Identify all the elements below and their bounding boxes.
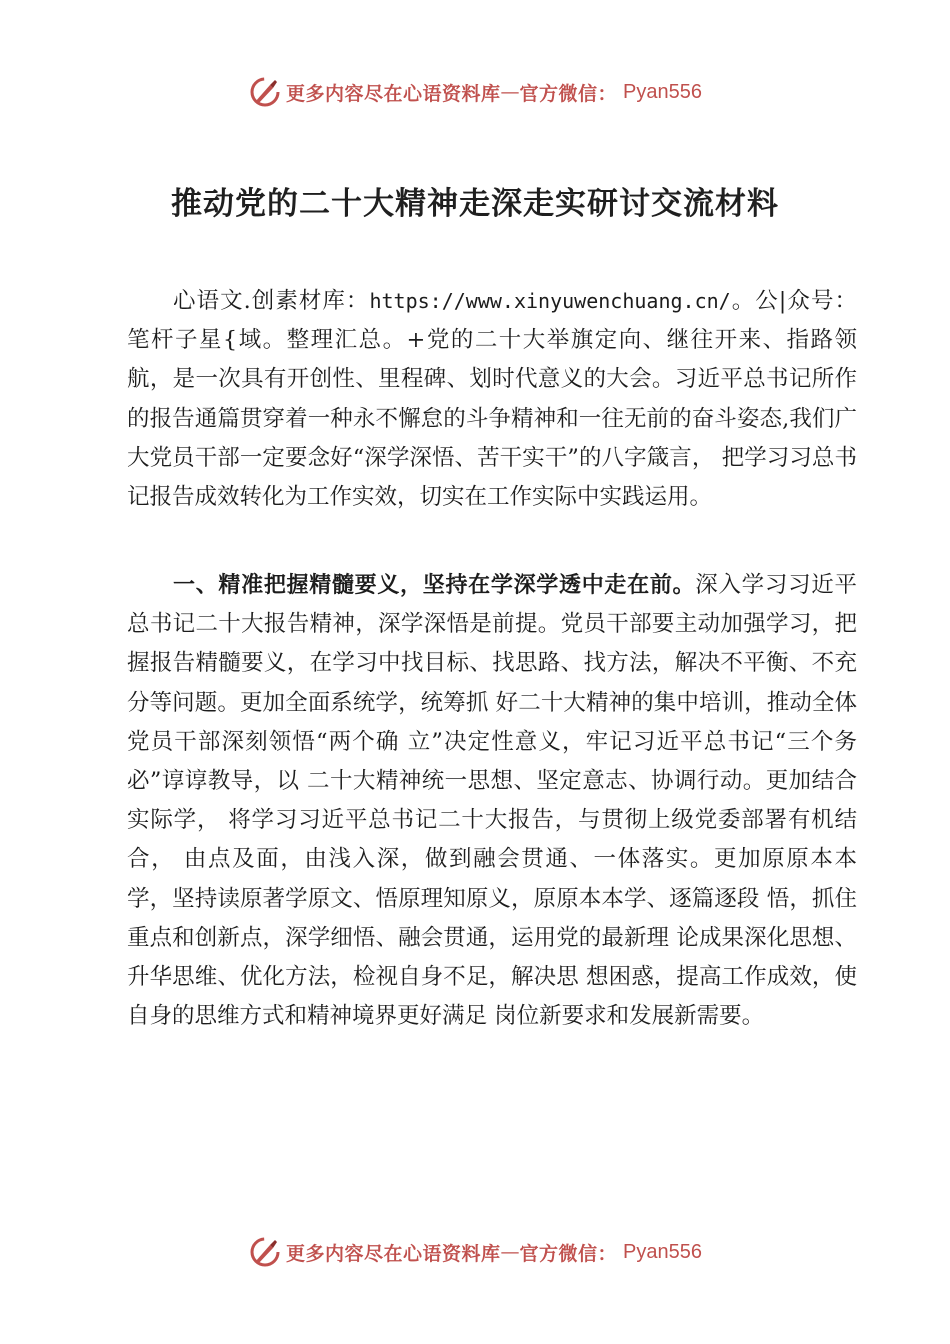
section-1-heading: 一、精准把握精髓要义，坚持在学深学透中走在前。: [173, 573, 696, 598]
header-banner: [0, 72, 950, 112]
banner-wechat-id: Pyan556: [623, 80, 702, 103]
brush-logo-icon: [248, 1235, 282, 1269]
footer-banner-text: 更多内容尽在心语资料库: [286, 1242, 501, 1265]
intro-body: 。公|众号：笔杆子星{域。整理汇总。+党的二十大举旗定向、继往开来、指路领航，是一次具有开创性、里程碑、划时代意义的大会。习近平总书记所作的报告通篇贯穿着一种永不懈怠的斗争精神和一往无前的奋斗姿态,我们广大党员干部一定要念好“深学深悟、苦干实干”的八字箴言， 把学习习总书记报告成效转化为工作实效，切实在工作实际中实践运用。: [127, 288, 857, 511]
source-url: https://www.xinyuwenchuang.cn/: [369, 289, 731, 313]
footer-banner: [0, 1232, 950, 1272]
source-prefix: 心语文.创素材库：: [173, 288, 370, 314]
banner-text: 更多内容尽在心语资料库: [286, 82, 501, 105]
banner-contact-label: 官方微信：: [519, 82, 618, 105]
footer-banner-contact-label: 官方微信：: [519, 1242, 618, 1265]
section-1-body: 深入学习习近平总书记二十大报告精神，深学深悟是前提。党员干部要主动加强学习，把握报告精髓要义，在学习中找目标、找思路、找方法，解决不平衡、不充分等问题。更加全面系统学，统筹抓 好二十大精神的集中培训，推动全体党员干部深刻领悟“两个确 立”决定性意义，牢记习近平总书记“三个务必”谆谆教导，以 二十大精神统一思想、坚定意志、协调行动。更加结合实际学， 将学习习近平总书记二十大报告，与贯彻上级党委部署有机结合， 由点及面，由浅入深，做到融会贯通、一体落实。更加原原本本 学，坚持读原著学原文、悟原理知原义，原原本本学、逐篇逐段 悟，抓住重点和创新点，深学细悟、融会贯通，运用党的最新理 论成果深化思想、升华思维、优化方法，检视自身不足，解决思 想困惑，提高工作成效，使自身的思维方式和精神境界更好满足 岗位新要求和发展新需要。: [127, 572, 857, 1030]
section-1-paragraph: [127, 566, 857, 1036]
document-title: 推动党的二十大精神走深走实研讨交流材料: [171, 186, 779, 222]
footer-banner-separator: —: [500, 1241, 520, 1263]
footer-banner-wechat-id: Pyan556: [623, 1240, 702, 1263]
banner-separator: —: [500, 81, 520, 103]
brush-logo-icon: [248, 75, 282, 109]
intro-paragraph: [127, 282, 857, 517]
